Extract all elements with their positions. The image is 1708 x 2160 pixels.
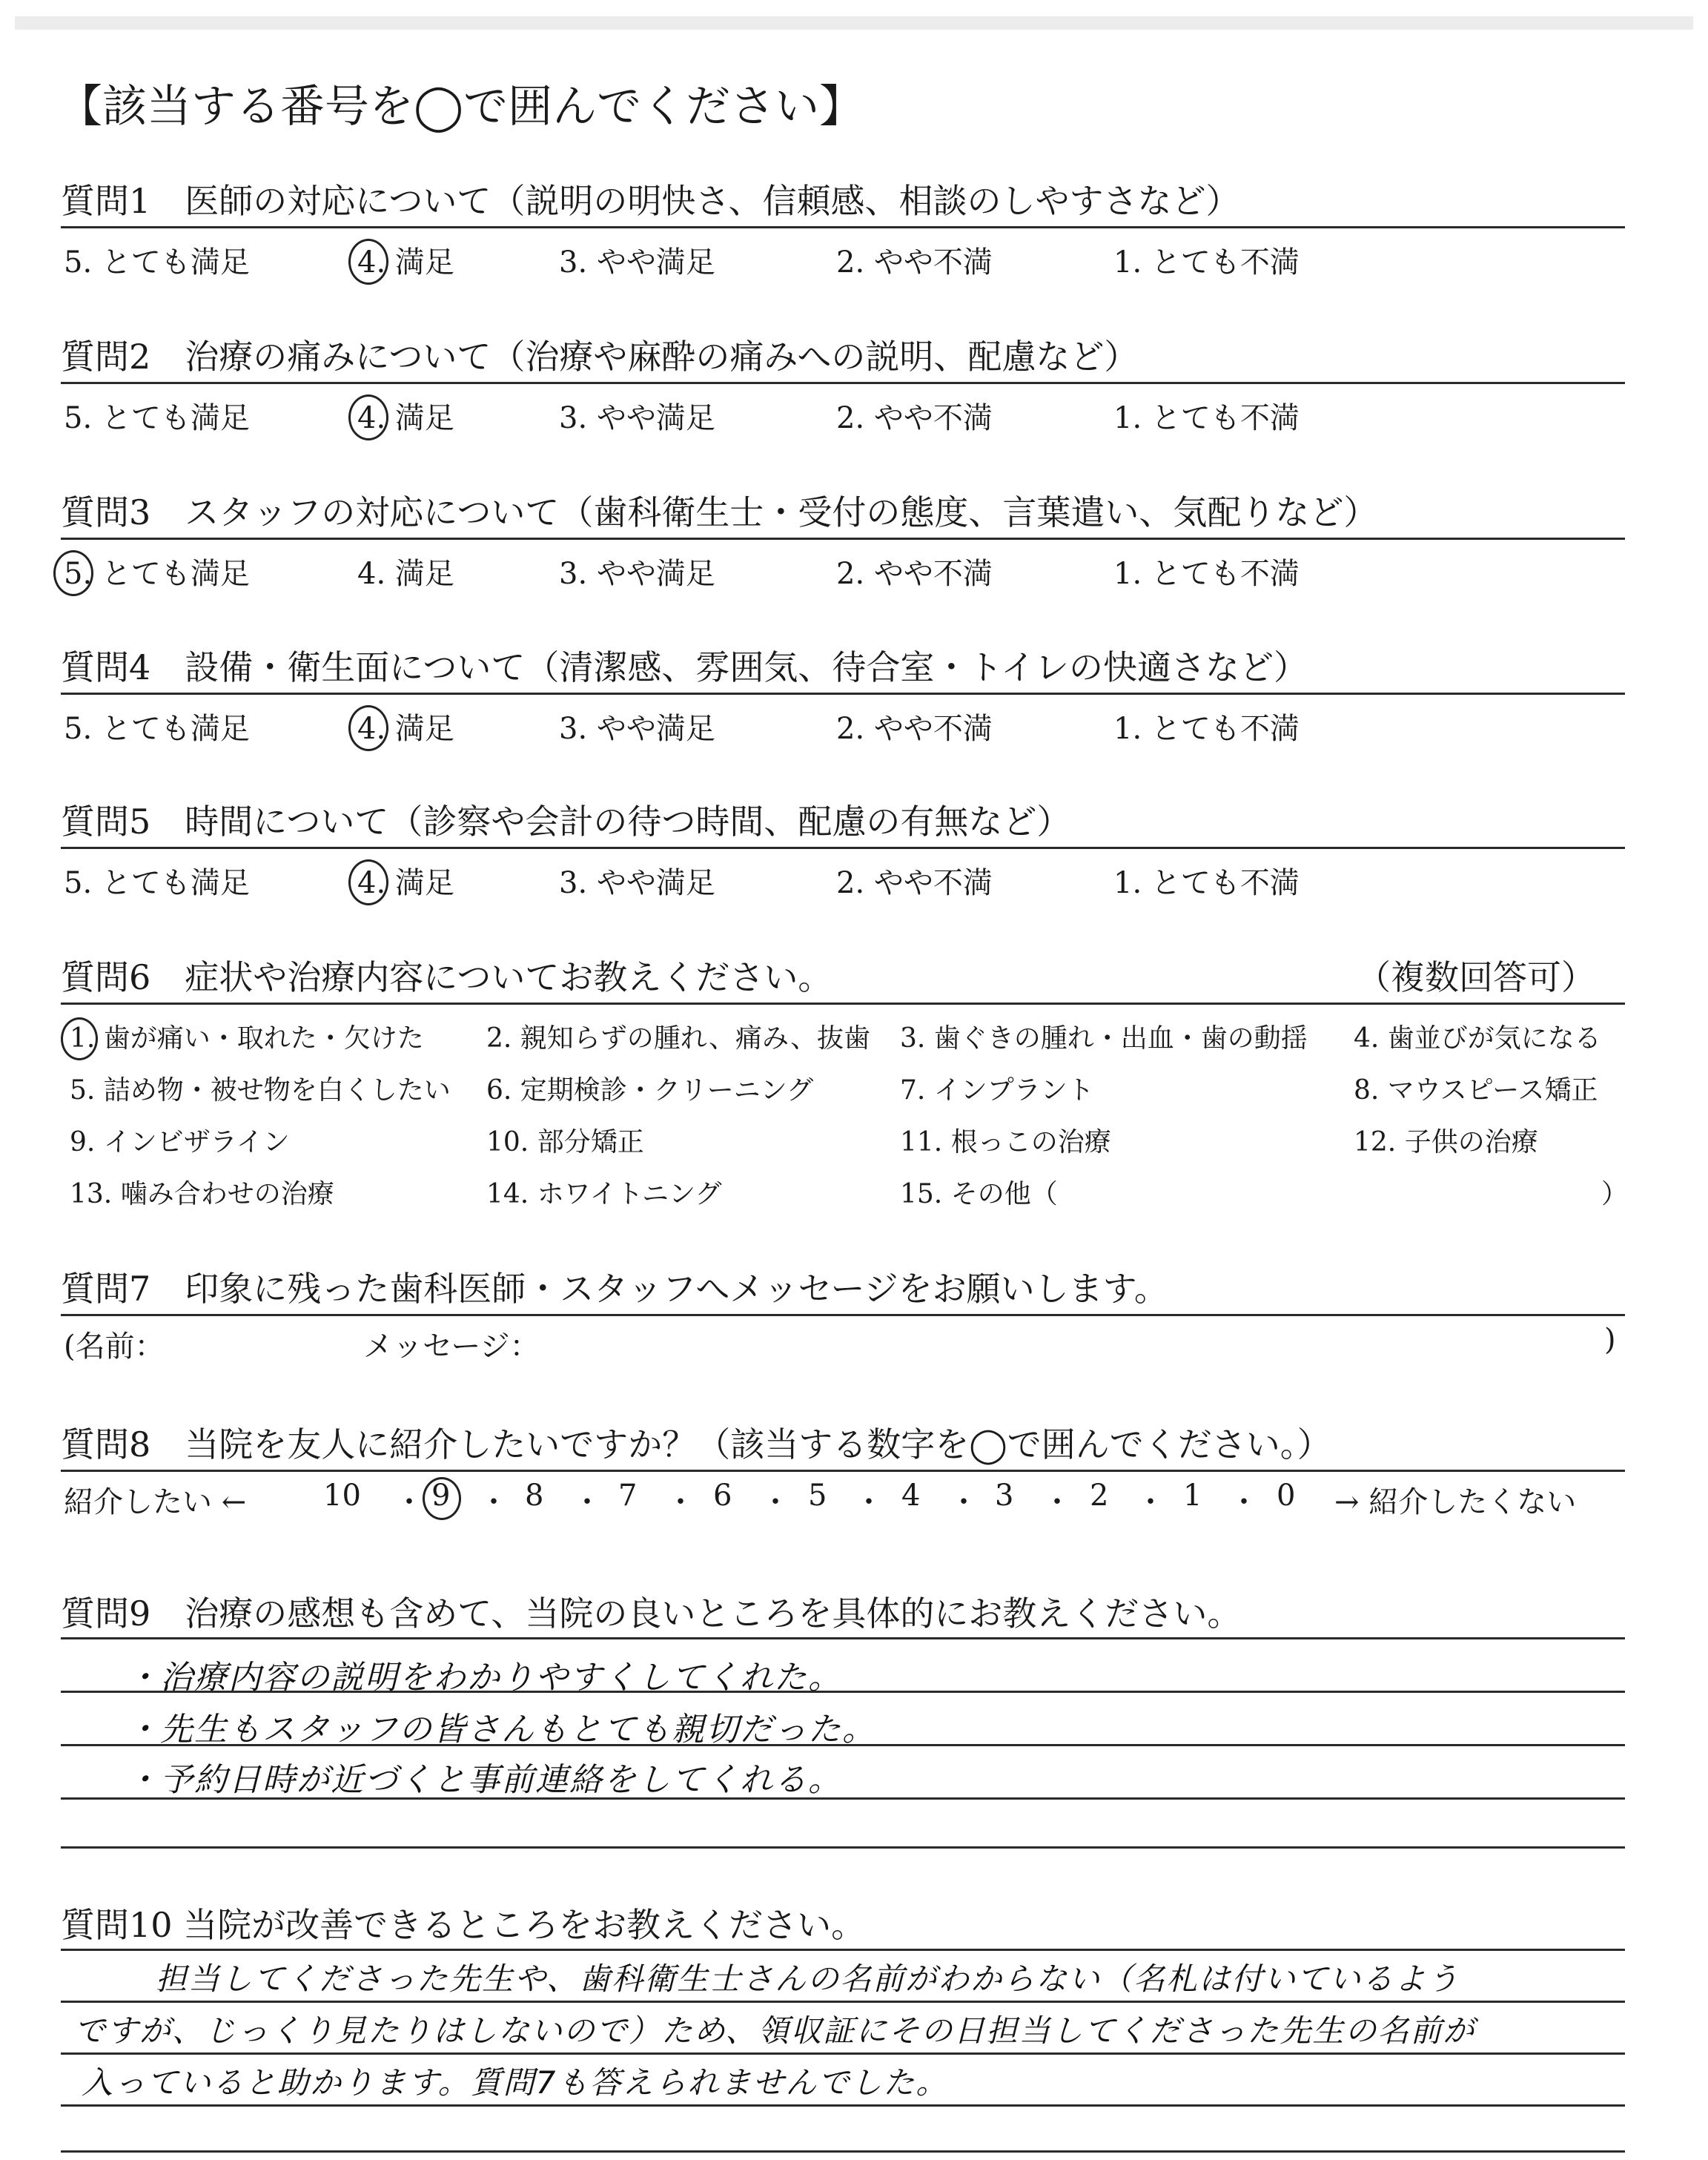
q4-option-3[interactable]: 3. やや満足	[559, 712, 715, 746]
q2-selected-circle	[348, 394, 388, 440]
q8-title: 質問8 当院を友人に紹介したいですか？（該当する数字を◯で囲んでください。）	[61, 1424, 1331, 1464]
q8-dot: ・	[572, 1485, 602, 1519]
q1-selected-circle	[348, 239, 388, 285]
q8-dot: ・	[1136, 1485, 1165, 1519]
q10-rule-4	[61, 2104, 1625, 2107]
q6-item-2[interactable]: 2. 親知らずの腫れ、痛み、抜歯	[486, 1023, 871, 1054]
q6-item-9[interactable]: 9. インビザライン	[70, 1127, 290, 1157]
q6-item-5[interactable]: 5. 詰め物・被せ物を白くしたい	[70, 1075, 451, 1106]
q6-rule	[61, 1003, 1625, 1005]
q8-dot: ・	[949, 1485, 979, 1519]
q10-rule-3	[61, 2052, 1625, 2055]
q5-option-3[interactable]: 3. やや満足	[559, 866, 715, 900]
q5-option-5[interactable]: 5. とても満足	[64, 866, 250, 900]
q9-title: 質問9 治療の感想も含めて、当院の良いところを具体的にお教えください。	[61, 1593, 1242, 1634]
q3-option-4[interactable]: 4. 満足	[357, 557, 454, 591]
q7-close-paren: )	[1604, 1323, 1616, 1357]
q2-option-2[interactable]: 2. やや不満	[836, 401, 993, 435]
q6-item-1[interactable]: 1. 歯が痛い・取れた・欠けた	[70, 1023, 424, 1054]
q8-number-8[interactable]: 8	[525, 1479, 544, 1513]
q8-number-2[interactable]: 2	[1090, 1479, 1109, 1513]
q6-item-14[interactable]: 14. ホワイトニング	[486, 1179, 722, 1209]
q2-title: 質問2 治療の痛みについて（治療や麻酔の痛みへの説明、配慮など）	[61, 337, 1139, 377]
q1-option-2[interactable]: 2. やや不満	[836, 245, 993, 280]
q5-selected-circle	[348, 859, 388, 905]
q9-answer-line-2: ・先生もスタッフの皆さんもとても親切だった。	[126, 1711, 876, 1748]
q3-option-5[interactable]: 5. とても満足	[64, 557, 250, 591]
q8-left-label: 紹介したい ←	[64, 1485, 247, 1519]
q3-title: 質問3 スタッフの対応について（歯科衛生士・受付の態度、言葉遣い、気配りなど）	[61, 492, 1378, 532]
q6-item-11[interactable]: 11. 根っこの治療	[900, 1127, 1111, 1157]
q3-option-3[interactable]: 3. やや満足	[559, 557, 715, 591]
q10-answer-line-3: 入っていると助かります。質問7も答えられませんでした。	[82, 2064, 949, 2101]
q2-option-3[interactable]: 3. やや満足	[559, 401, 715, 435]
q1-rule	[61, 226, 1625, 228]
q10-answer-line-2: ですが、じっくり見たりはしないので）ため、領収証にその日担当してくださった先生の名前が	[74, 2012, 1476, 2049]
q3-selected-circle	[53, 550, 93, 596]
instruction-header: 【該当する番号を◯で囲んでください】	[58, 81, 864, 133]
q4-title: 質問4 設備・衛生面について（清潔感、雰囲気、待合室・トイレの快適さなど）	[61, 647, 1308, 687]
q4-option-4[interactable]: 4. 満足	[357, 712, 454, 746]
q9-rule-5	[61, 1846, 1625, 1849]
q10-rule-2	[61, 2001, 1625, 2003]
q6-item-3[interactable]: 3. 歯ぐきの腫れ・出血・歯の動揺	[900, 1023, 1308, 1054]
q9-rule-4	[61, 1797, 1625, 1800]
q4-option-5[interactable]: 5. とても満足	[64, 712, 250, 746]
q8-selected-circle	[423, 1477, 461, 1520]
q8-number-3[interactable]: 3	[995, 1479, 1014, 1513]
q1-option-1[interactable]: 1. とても不満	[1113, 245, 1300, 280]
q8-number-9[interactable]: 9	[431, 1479, 451, 1513]
q9-rule-1	[61, 1637, 1625, 1639]
top-edge-shadow	[15, 16, 1693, 30]
q4-option-1[interactable]: 1. とても不満	[1113, 712, 1300, 746]
q8-dot: ・	[666, 1485, 695, 1519]
q8-dot: ・	[1042, 1485, 1072, 1519]
q2-rule	[61, 382, 1625, 384]
q7-title: 質問7 印象に残った歯科医師・スタッフへメッセージをお願いします。	[61, 1269, 1168, 1309]
q9-answer-line-3: ・予約日時が近づくと事前連絡をしてくれる。	[126, 1761, 842, 1799]
q6-item-15[interactable]: 15. その他（	[900, 1179, 1058, 1209]
q5-rule	[61, 847, 1625, 849]
q6-item-8[interactable]: 8. マウスピース矯正	[1354, 1075, 1598, 1106]
q8-dot: ・	[479, 1485, 509, 1519]
q8-dot: ・	[854, 1485, 884, 1519]
q7-message-label: メッセージ：	[363, 1330, 540, 1364]
q1-option-3[interactable]: 3. やや満足	[559, 245, 715, 280]
q6-item-13[interactable]: 13. 噛み合わせの治療	[70, 1179, 334, 1209]
q3-option-2[interactable]: 2. やや不満	[836, 557, 993, 591]
q6-item-7[interactable]: 7. インプラント	[900, 1075, 1094, 1106]
q5-option-4[interactable]: 4. 満足	[357, 866, 454, 900]
q2-option-5[interactable]: 5. とても満足	[64, 401, 250, 435]
q8-number-1[interactable]: 1	[1183, 1479, 1202, 1513]
q1-option-5[interactable]: 5. とても満足	[64, 245, 250, 280]
q4-selected-circle	[348, 705, 388, 751]
q5-option-2[interactable]: 2. やや不満	[836, 866, 993, 900]
q7-name-label: (名前：	[64, 1330, 165, 1364]
q8-number-10[interactable]: 10	[323, 1479, 361, 1513]
q9-rule-3	[61, 1744, 1625, 1746]
q6-item-12[interactable]: 12. 子供の治療	[1354, 1127, 1538, 1157]
q1-option-4[interactable]: 4. 満足	[357, 245, 454, 280]
q5-option-1[interactable]: 1. とても不満	[1113, 866, 1300, 900]
q6-other-close-paren: ）	[1601, 1179, 1629, 1209]
q6-item-6[interactable]: 6. 定期検診・クリーニング	[486, 1075, 814, 1106]
q4-rule	[61, 693, 1625, 695]
q8-number-0[interactable]: 0	[1277, 1479, 1296, 1513]
q10-title: 質問10 当院が改善できるところをお教えください。	[61, 1905, 866, 1945]
q8-dot: ・	[761, 1485, 790, 1519]
q8-rule	[61, 1470, 1625, 1472]
q6-item-10[interactable]: 10. 部分矯正	[486, 1127, 644, 1157]
q6-item-4[interactable]: 4. 歯並びが気になる	[1354, 1023, 1601, 1054]
q9-answer-line-1: ・治療内容の説明をわかりやすくしてくれた。	[126, 1659, 842, 1697]
q8-right-label: → 紹介したくない	[1334, 1485, 1577, 1519]
q6-multiple-note: （複数回答可）	[1357, 957, 1595, 997]
q9-rule-2	[61, 1691, 1625, 1693]
q6-title: 質問6 症状や治療内容についてお教えください。	[61, 957, 833, 997]
q10-answer-line-1: 担当してくださった先生や、歯科衛生士さんの名前がわからない（名札は付いているよう	[156, 1961, 1460, 1997]
q10-rule-1	[61, 1949, 1625, 1951]
q8-number-7[interactable]: 7	[618, 1479, 638, 1513]
q8-number-4[interactable]: 4	[901, 1479, 921, 1513]
q2-option-1[interactable]: 1. とても不満	[1113, 401, 1300, 435]
q1-title: 質問1 医師の対応について（説明の明快さ、信頼感、相談のしやすさなど）	[61, 181, 1240, 221]
q10-rule-5	[61, 2150, 1625, 2153]
q3-rule	[61, 538, 1625, 540]
q8-dot: ・	[1229, 1485, 1259, 1519]
q5-title: 質問5 時間について（診察や会計の待つ時間、配慮の有無など）	[61, 802, 1071, 842]
q2-option-4[interactable]: 4. 満足	[357, 401, 454, 435]
q7-rule	[61, 1314, 1625, 1316]
q8-number-6[interactable]: 6	[713, 1479, 732, 1513]
q6-selected-circle	[61, 1017, 98, 1060]
q8-dot: ・	[394, 1485, 424, 1519]
q8-number-5[interactable]: 5	[808, 1479, 827, 1513]
q4-option-2[interactable]: 2. やや不満	[836, 712, 993, 746]
q3-option-1[interactable]: 1. とても不満	[1113, 557, 1300, 591]
